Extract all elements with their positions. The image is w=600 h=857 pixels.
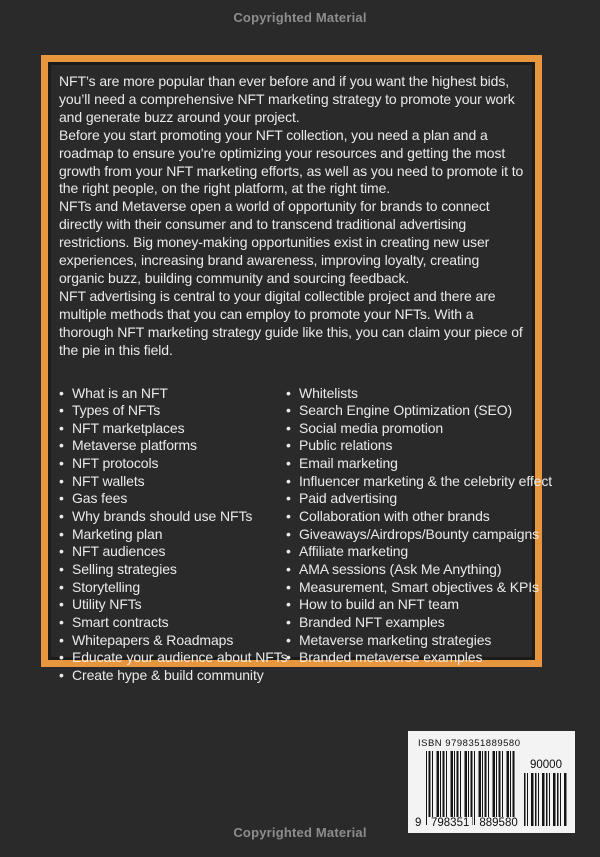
topic-item: • Paid advertising bbox=[286, 490, 552, 508]
price-addon-barcode bbox=[524, 751, 568, 826]
topics-list-right bbox=[286, 385, 552, 685]
ean-digit-group-2: 889580 bbox=[476, 817, 520, 830]
topic-item: • Collaboration with other brands bbox=[286, 508, 552, 526]
topic-item: • Storytelling bbox=[59, 579, 286, 597]
topic-item: • Educate your audience about NFTs bbox=[59, 649, 286, 667]
copyright-notice-top: Copyrighted Material bbox=[233, 10, 367, 25]
ean-digit-lead: 9 bbox=[415, 817, 422, 829]
topic-item: • Whitelists bbox=[286, 385, 552, 403]
topic-item: • NFT audiences bbox=[59, 543, 286, 561]
topic-item: • Smart contracts bbox=[59, 614, 286, 632]
topic-item: • Gas fees bbox=[59, 490, 286, 508]
topic-item: • Create hype & build community bbox=[59, 667, 286, 685]
topic-item: • Email marketing bbox=[286, 455, 552, 473]
topic-item: • NFT wallets bbox=[59, 473, 286, 491]
price-code-label: 90000 bbox=[530, 759, 562, 771]
topic-item: • Whitepapers & Roadmaps bbox=[59, 632, 286, 650]
blurb-paragraph: Before you start promoting your NFT collection, you need a plan and a roadmap to ensure you're optimizing your resources and getting the most growth from your NFT marketing efforts, as well as you need to promote it to the right people, on the right platform, at the right time. bbox=[59, 126, 524, 197]
topic-item: • AMA sessions (Ask Me Anything) bbox=[286, 561, 552, 579]
topics-columns bbox=[59, 384, 553, 685]
topics-list-left bbox=[59, 385, 286, 685]
barcode-panel bbox=[408, 731, 575, 833]
topic-item: • Measurement, Smart objectives & KPIs bbox=[286, 579, 552, 597]
topic-item: • Social media promotion bbox=[286, 420, 552, 438]
topic-item: • NFT marketplaces bbox=[59, 420, 286, 438]
topic-item: • How to build an NFT team bbox=[286, 596, 552, 614]
topic-item: • Metaverse marketing strategies bbox=[286, 632, 552, 650]
topic-item: • Metaverse platforms bbox=[59, 437, 286, 455]
topic-item: • Search Engine Optimization (SEO) bbox=[286, 402, 552, 420]
topic-item: • Utility NFTs bbox=[59, 596, 286, 614]
topic-item: • Selling strategies bbox=[59, 561, 286, 579]
topic-item: • Affiliate marketing bbox=[286, 543, 552, 561]
blurb-paragraph: NFT advertising is central to your digital collectible project and there are multiple methods that you can employ to promote your NFTs. With a thorough NFT marketing strategy guide like this, you can claim your piece of the pie in this field. bbox=[59, 287, 523, 358]
ean-digit-group-1: 798351 bbox=[428, 817, 472, 830]
topic-item: • What is an NFT bbox=[59, 385, 286, 403]
topic-item: • Why brands should use NFTs bbox=[59, 508, 286, 526]
blurb-panel bbox=[41, 55, 553, 683]
topic-item: • Marketing plan bbox=[59, 526, 286, 544]
ean-barcode bbox=[415, 751, 516, 828]
topic-item: • Branded metaverse examples bbox=[286, 649, 552, 667]
topic-item: • Branded NFT examples bbox=[286, 614, 552, 632]
price-addon-bars bbox=[524, 773, 568, 826]
ean-barcode-bars bbox=[426, 751, 515, 825]
isbn-label: ISBN 9798351889580 bbox=[418, 738, 521, 749]
topic-item: • Types of NFTs bbox=[59, 402, 286, 420]
topic-item: • Influencer marketing & the celebrity effect bbox=[286, 473, 552, 491]
blurb-paragraph: NFT’s are more popular than ever before and if you want the highest bids, you’ll need a comprehensive NFT marketing strategy to promote your work and generate buzz around your project. bbox=[59, 73, 515, 125]
blurb-paragraphs bbox=[59, 73, 525, 360]
topic-item: • Public relations bbox=[286, 437, 552, 455]
blurb-paragraph: NFTs and Metaverse open a world of opportunity for brands to connect directly with their consumer and to transcend traditional advertising restrictions. Big money-making opportunities exist in creating new user experiences, increasing brand awareness, improving loyalty, creating organic buzz, building community and sourcing feedback. bbox=[59, 198, 490, 286]
copyright-notice-bottom: Copyrighted Material bbox=[233, 825, 367, 840]
barcode-row bbox=[415, 751, 568, 828]
topic-item: • Giveaways/Airdrops/Bounty campaigns bbox=[286, 526, 552, 544]
topic-item: • NFT protocols bbox=[59, 455, 286, 473]
